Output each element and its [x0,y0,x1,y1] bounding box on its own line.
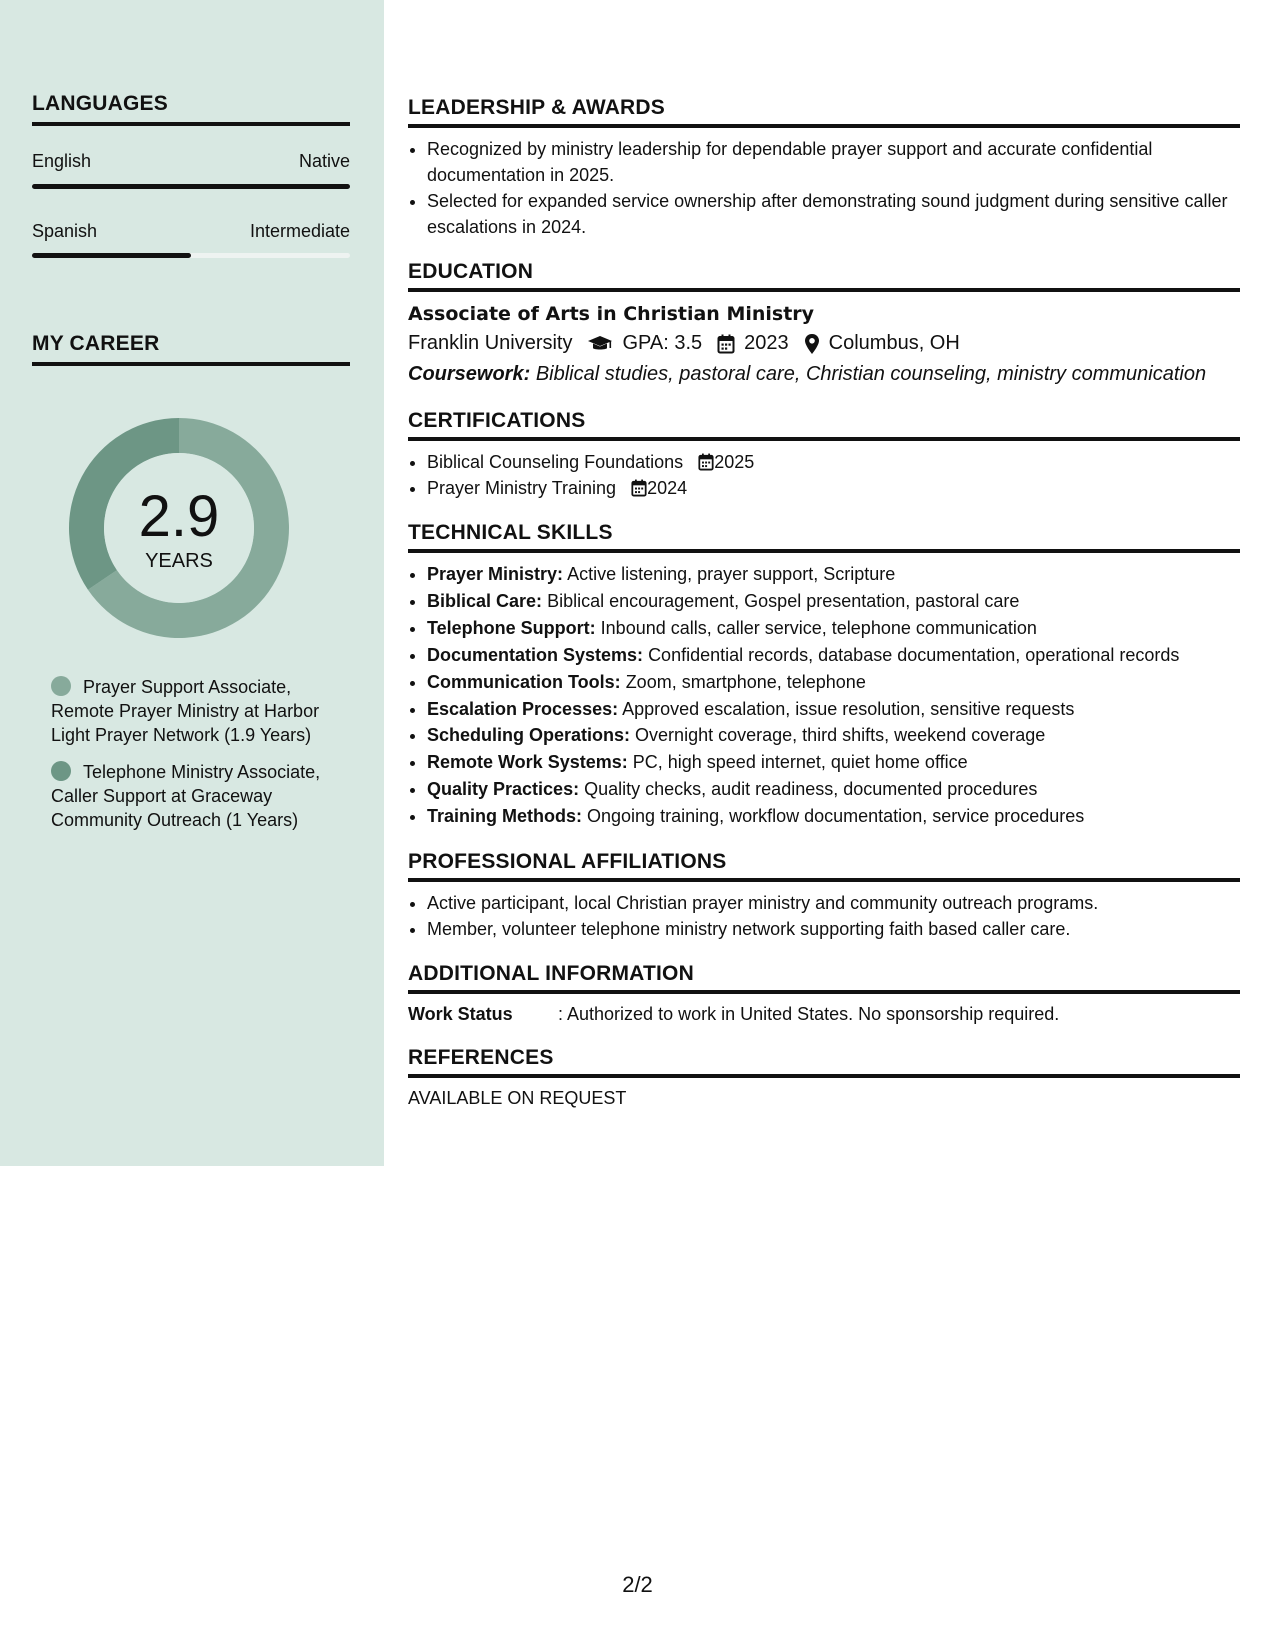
education-heading: EDUCATION [408,260,1240,292]
career-dot-icon [51,761,71,781]
language-level: Native [298,151,350,171]
work-status-value: : Authorized to work in United States. No sponsorship required. [558,1004,1060,1025]
career-dot-icon [51,676,71,696]
education-section [408,260,1240,389]
references-text: AVAILABLE ON REQUEST [408,1088,627,1109]
leadership-item: • Recognized by ministry leadership for dependable prayer support and accurate confidential documentation in 2025. [427,136,1240,188]
skill-label: Escalation Processes: [427,698,619,719]
career-item-label: Prayer Support Associate, Remote Prayer Ministry at Harbor Light Prayer Network (1.9 Years) [51,677,320,745]
degree-title: Associate of Arts in Christian Ministry [408,303,815,325]
language-english-bar [32,184,350,189]
school-location: Columbus, OH [828,332,960,354]
leadership-item: • Selected for expanded service ownership after demonstrating sound judgment during sensitive caller escalations in 2024. [427,188,1240,240]
education-details [408,328,1240,359]
career-total [66,415,292,641]
calendar-icon [698,453,714,471]
skill-item [427,803,1240,830]
additional-info-heading: ADDITIONAL INFORMATION [408,962,1240,994]
skill-text: Ongoing training, workflow documentation, service procedures [587,806,1085,827]
skill-label: Scheduling Operations: [427,725,631,746]
coursework-label: Coursework: [408,363,531,385]
career-item [51,760,331,832]
skill-label: Biblical Care: [427,590,543,611]
skill-label: Remote Work Systems: [427,752,628,773]
languages-heading: LANGUAGES [32,92,350,126]
affiliations-section [408,850,1240,942]
location-pin-icon [804,333,820,355]
certifications-list [408,449,1240,501]
gpa: GPA: 3.5 [622,332,703,354]
work-status-row [408,1002,1240,1026]
skill-text: Confidential records, database documentation, operational records [648,644,1180,665]
language-spanish-bar [32,253,350,258]
certifications-section [408,409,1240,501]
skill-label: Documentation Systems: [427,644,644,665]
skills-heading: TECHNICAL SKILLS [408,521,1240,553]
language-spanish-fill [32,253,191,258]
career-list [51,675,331,845]
additional-info-section [408,962,1240,1026]
affiliations-list [408,890,1240,942]
skill-label: Training Methods: [427,806,582,827]
sidebar [0,0,384,1166]
language-spanish [32,221,350,242]
page-number: 2/2 [622,1572,653,1597]
skill-label: Quality Practices: [427,779,580,800]
skill-item [427,642,1240,669]
skill-label: Communication Tools: [427,671,621,692]
career-item-label: Telephone Ministry Associate, Caller Support at Graceway Community Outreach (1 Years) [51,762,321,830]
language-english [32,151,350,172]
skill-label: Prayer Ministry: [427,564,564,584]
affiliations-heading: PROFESSIONAL AFFILIATIONS [408,850,1240,882]
affiliation-item: • Member, volunteer telephone ministry network supporting faith based caller care. [427,916,1240,942]
language-english-fill [32,184,350,189]
work-status-key: Work Status [408,1004,513,1025]
certification-name: Biblical Counseling Foundations [427,452,684,472]
language-level: Intermediate [249,221,350,241]
certification-item [427,449,1240,475]
certification-year: 2024 [647,478,688,498]
graduation-year: 2023 [744,332,789,354]
skill-text: PC, high speed internet, quiet home office [632,752,968,773]
language-name: English [32,151,92,171]
skill-text: Overnight coverage, third shifts, weekend coverage [635,725,1046,746]
skill-text: Active listening, prayer support, Scripture [567,564,896,584]
graduation-cap-icon [587,335,613,353]
skill-item [427,749,1240,776]
skill-text: Approved escalation, issue resolution, sensitive requests [622,698,1075,719]
career-total-unit: YEARS [145,550,213,572]
calendar-icon [717,334,735,354]
leadership-list [408,136,1240,240]
references-section [408,1046,1240,1109]
coursework [408,359,1240,389]
skill-item [427,588,1240,615]
skill-text: Biblical encouragement, Gospel presentation, pastoral care [547,590,1020,611]
certification-name: Prayer Ministry Training [427,478,617,498]
skill-label: Telephone Support: [427,617,596,638]
skill-item [427,615,1240,642]
skill-item [427,696,1240,723]
certification-item [427,475,1240,501]
skill-text: Inbound calls, caller service, telephone communication [600,617,1037,638]
skill-item [427,669,1240,696]
coursework-text: Biblical studies, pastoral care, Christian counseling, ministry communication [535,363,1207,385]
leadership-section [408,96,1240,240]
school-name: Franklin University [408,332,573,354]
affiliation-item: • Active participant, local Christian prayer ministry and community outreach programs. [427,890,1240,916]
career-total-value: 2.9 [138,484,220,549]
skills-section [408,521,1240,830]
skills-list [408,561,1240,830]
language-name: Spanish [32,221,98,241]
skill-text: Quality checks, audit readiness, documented procedures [584,779,1038,800]
career-item [51,675,331,747]
skill-text: Zoom, smartphone, telephone [625,671,866,692]
career-heading: MY CAREER [32,332,350,366]
skill-item [427,561,1240,588]
references-heading: REFERENCES [408,1046,1240,1078]
calendar-icon [631,479,647,497]
main-column [408,96,1240,1129]
skill-item [427,722,1240,749]
certifications-heading: CERTIFICATIONS [408,409,1240,441]
certification-year: 2025 [714,452,755,472]
skill-item [427,776,1240,803]
leadership-heading: LEADERSHIP & AWARDS [408,96,1240,128]
